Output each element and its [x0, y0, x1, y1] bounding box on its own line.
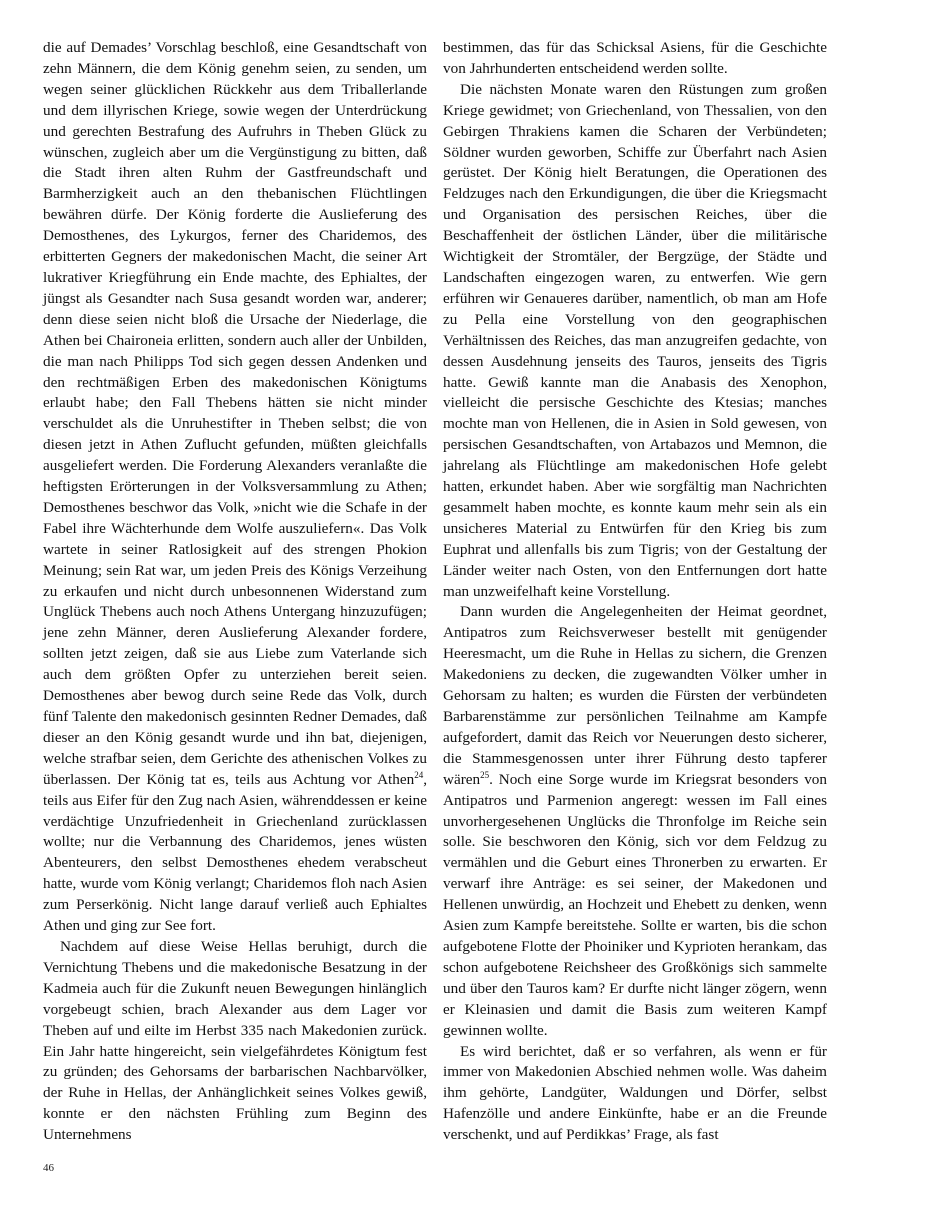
- right-column: [443, 38, 827, 1146]
- footnote-marker: 24: [414, 769, 424, 780]
- footnote-marker: 25: [480, 769, 490, 780]
- paragraph-text: Dann wurden die Angelegenheiten der Heimat geordnet, Antipatros zum Reichsverweser bestellt mit genügender Heeresmacht, um die Ruhe in Hellas zu sichern, die Grenzen Makedoniens zu decken, die zugewandten Völker umher in Gehorsam zu halten; es wurden die Fürsten der verbündeten Barbarenstämme zur persönlichen Teilnahme am Kampfe aufgefordert, damit das Reich vor Neuerungen desto sicherer, die Stammesgenossen unter ihrer Führung desto tapferer wären: [443, 603, 827, 788]
- page-number: 46: [43, 1162, 54, 1174]
- paragraph: Die nächsten Monate waren den Rüstungen zum großen Kriege gewidmet; von Griechenland, von Thessalien, von den Gebirgen Thrakiens kamen die Scharen der Verbündeten; Söldner wurden geworben, Schiffe zur Überfahrt nach Asien gerüstet. Der König hielt Beratungen, die Operationen des Feldzuges nach den Erkundigungen, die über die Kriegsmacht und Organisation des persischen Reiches, über die Beschaffenheit der östlichen Länder, über die militärische Wichtigkeit der Stromtäler, der Bergzüge, der Städte und Landschaften eingezogen waren, zu entwerfen. Wie gern erführen wir Genaueres darüber, namentlich, ob man am Hofe zu Pella eine Vorstellung von den geographischen Verhältnissen des Reiches, das man anzugreifen gedachte, von dessen Ausdehnung jenseits des Tauros, jenseits des Tigris hatte. Gewiß kannte man die Anabasis des Xenophon, vielleicht die persische Geschichte des Ktesias; manches mochte man von Hellenen, die in Asien in Sold gewesen, von persischen Gesandtschaften, von Artabazos und Memnon, die jahrelang als Flüchtlinge am makedonischen Hofe gelebt hatten, erkundet haben. Aber wie sorgfältig man Nachrichten gesammelt haben mochte, es konnte kaum mehr sein als ein unsicheres Material zu Entwürfen für den Krieg bis zum Euphrat und allenfalls bis zum Tigris; von der Gestaltung der Länder weiter nach Osten, von den Entfernungen dort hatte man unzweifelhaft keine Vorstellung.: [443, 80, 827, 600]
- paragraph: Es wird berichtet, daß er so verfahren, als wenn er für immer von Makedonien Abschied nehmen wolle. Was daheim ihm gehörte, Landgüter, Waldungen und Dörfer, selbst Hafenzölle und andere Einkünfte, habe er an die Freunde verschenkt, und auf Perdikkas’ Frage, als fast: [443, 1042, 827, 1144]
- paragraph: [43, 38, 427, 937]
- paragraph-text: , teils aus Eifer für den Zug nach Asien, währenddessen er keine verdächtige Unzufriedenheit in Griechenland zurücklassen wollte; nur die Verbannung des Charidemos, jenes wüsten Abenteurers, den selbst Demosthenes ehedem verabscheut hatte, wurde vom König verlangt; Charidemos floh nach Asien zum Perserkönig. Nicht lange darauf verließ auch Ephialtes Athen und ging zur See fort.: [43, 770, 427, 935]
- paragraph: bestimmen, das für das Schicksal Asiens, für die Geschichte von Jahrhunderten entscheidend werden sollte.: [443, 39, 827, 77]
- paragraph: Nachdem auf diese Weise Hellas beruhigt, durch die Vernichtung Thebens und die makedonische Besatzung in der Kadmeia auch für die Zukunft neuen Bewegungen hinlänglich vorgebeugt schien, brach Alexander aus dem Lager vor Theben auf und eilte im Herbst 335 nach Makedonien zurück. Ein Jahr hatte hingereicht, sein vielgefährdetes Königtum fest zu gründen; des Gehorsams der barbarischen Nachbarvölker, der Ruhe in Hellas, der Anhänglichkeit seines Volkes gewiß, konnte er den nächsten Frühling zum Beginn des Unternehmens: [43, 937, 427, 1144]
- paragraph-text: . Noch eine Sorge wurde im Kriegsrat besonders von Antipatros und Parmenion angeregt: wessen im Fall eines unvorhergesehenen Unglücks die Thronfolge im Reiche sein solle. Sie beschworen den König, sich vor dem Feldzug zu vermählen und die Geburt eines Thronerben zu erwarten. Er verwarf ihre Anträge: es sei seiner, der Makedonen und Hellenen unwürdig, an Hochzeit und Ehebett zu denken, wenn Asien zum Kampfe bereitstehe. Sollte er warten, bis die schon aufgebotene Flotte der Phoiniker und Kyprioten herankam, das schon aufgebotene Reichsheer des Großkönigs sich sammelte und über den Tauros kam? Er durfte nicht länger zögern, wenn er Kleinasien und damit die Basis zum weiteren Kampf gewinnen wollte.: [443, 770, 827, 1039]
- paragraph: [443, 602, 827, 1041]
- left-column: [43, 38, 427, 1146]
- paragraph-text: die auf Demades’ Vorschlag beschloß, eine Gesandtschaft von zehn Männern, die dem König genehm seien, zu senden, um wegen seiner glücklichen Rückkehr aus dem Triballerlande und dem illyrischen Kriege, sowie wegen der Unterdrückung und gerechten Bestrafung des Aufruhrs in Theben Glück zu wünschen, zugleich aber um die Vergünstigung zu bitten, daß die Stadt ihren alten Ruhm der Gastfreundschaft und Barmherzigkeit auch an den thebanischen Flüchtlingen bewähren dürfe. Der König forderte die Auslieferung des Demosthenes, des Lykurgos, ferner des Charidemos, des erbitterten Gegners der makedonischen Macht, die seiner Art lukrativer Kriegführung ein Ende machte, des Ephialtes, der jüngst als Gesandter nach Susa gesandt worden war, anderer; denn diese seien nicht bloß die Ursache der Niederlage, die Athen bei Chaironeia erlitten, sondern auch aller der Unbilden, die man nach Philipps Tod sich gegen dessen Andenken und den rechtmäßigen Erben des makedonischen Königtums erlaubt habe; den Fall Thebens hätten sie nicht minder verschuldet als die Unruhestifter in Theben selbst; die von diesen jetzt in Athen Zuflucht gefunden, müßten gleichfalls ausgeliefert werden. Die Forderung Alexanders veranlaßte die heftigsten Erörterungen in der Volksversammlung zu Athen; Demosthenes beschwor das Volk, »nicht wie die Schafe in der Fabel ihre Wächterhunde dem Wolfe auszuliefern«. Das Volk wartete in seiner Ratlosigkeit auf des strengen Phokion Meinung; sein Rat war, um jeden Preis des Königs Verzeihung zu erkaufen und nicht durch unbesonnenen Widerstand zum Unglück Thebens auch noch Athens Untergang hinzuzufügen; jene zehn Männer, deren Auslieferung Alexander fordere, sollten jetzt zeigen, daß sie aus Liebe zum Vaterlande sich auch dem größten Opfer zu unterziehen bereit seien. Demosthenes aber bewog durch seine Rede das Volk, durch fünf Talente den makedonisch gesinnten Redner Demades, daß dieser an den König gesandt wurde und ihn bat, diejenigen, welche strafbar seien, dem Gerichte des athenischen Volkes zu überlassen. Der König tat es, teils aus Achtung vor Athen: [43, 39, 427, 788]
